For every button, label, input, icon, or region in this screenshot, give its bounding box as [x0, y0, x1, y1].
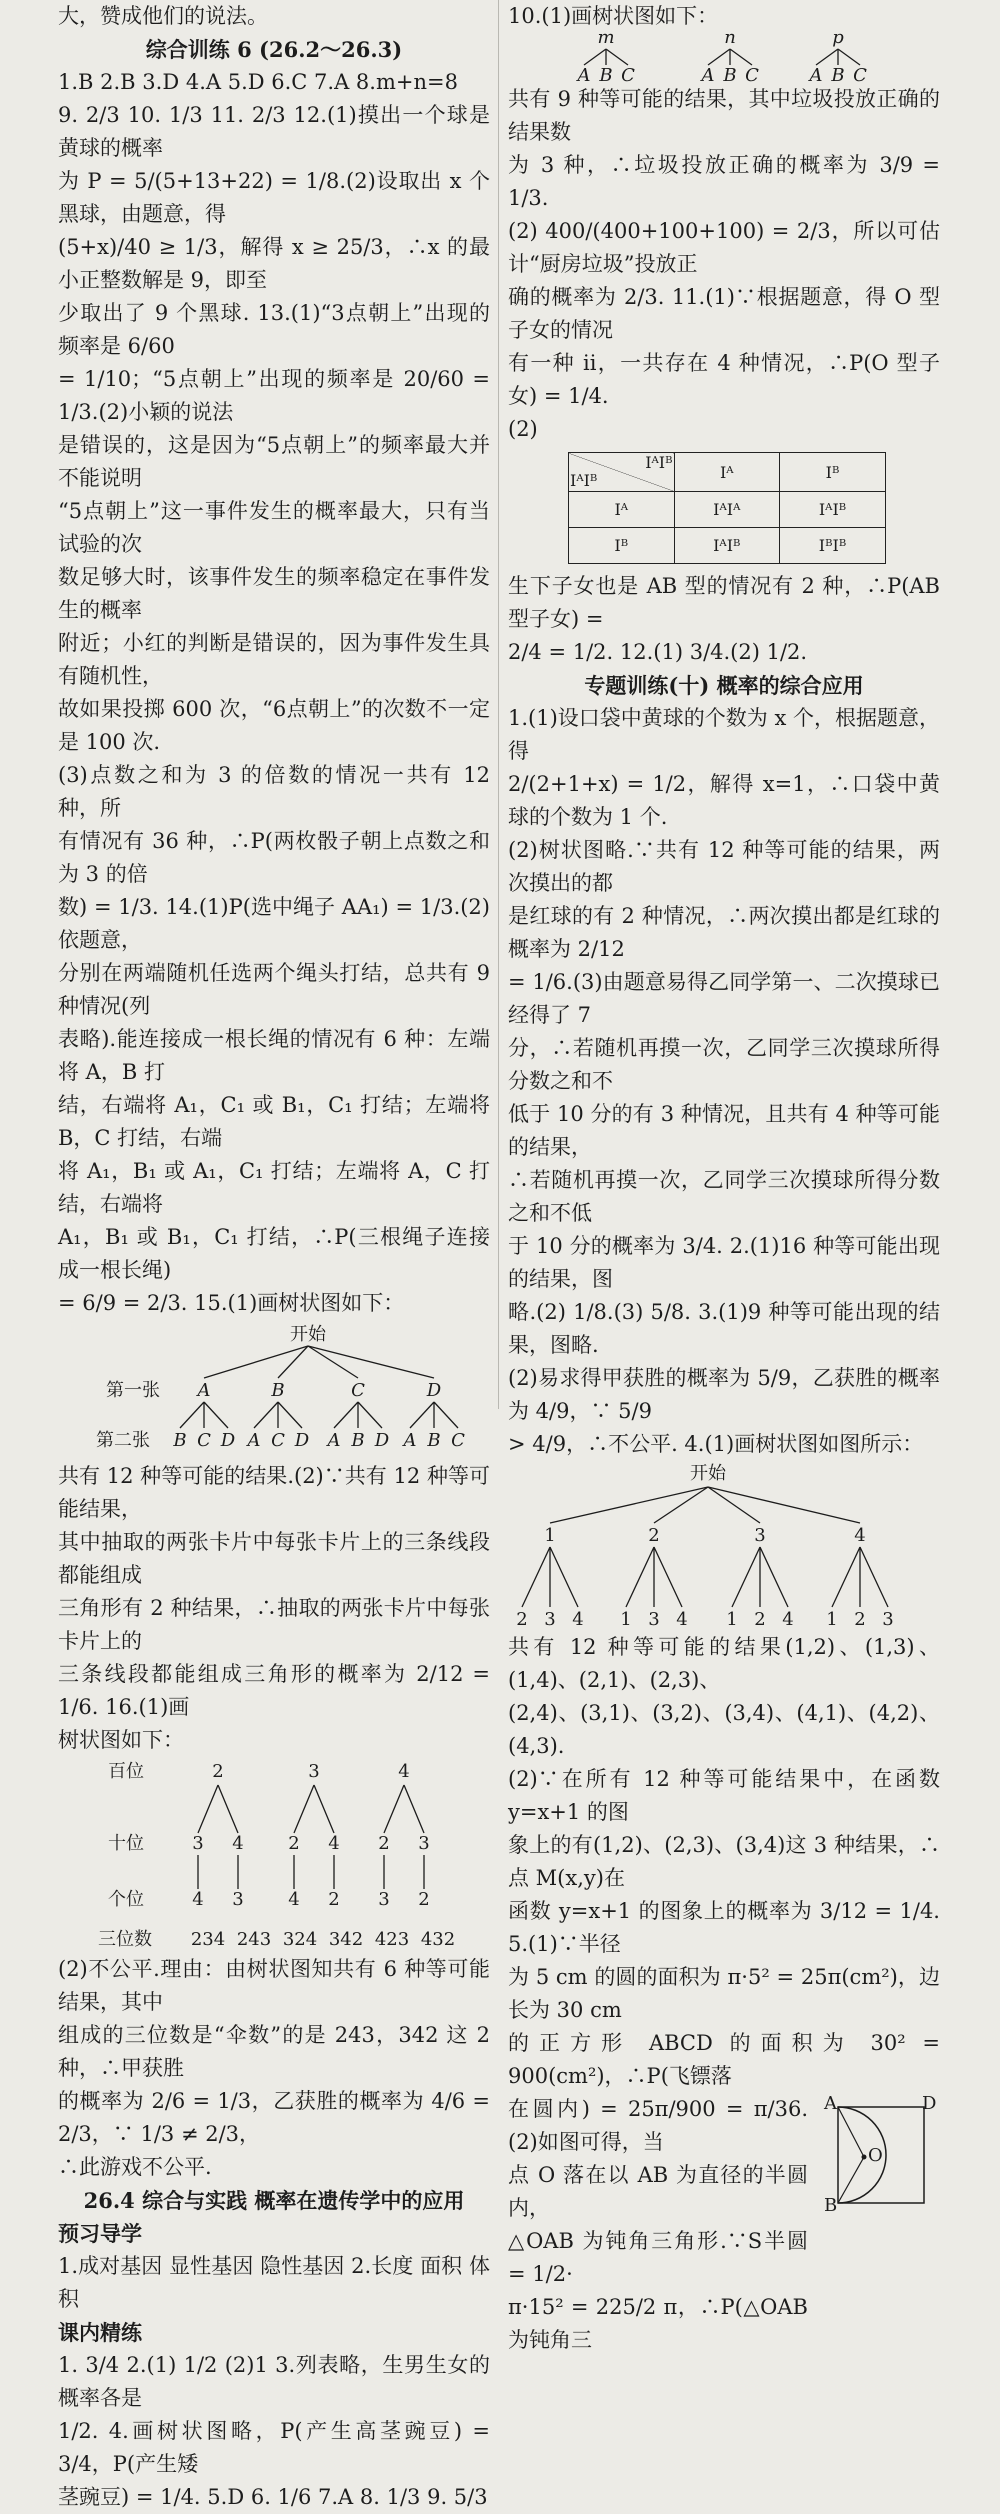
text-line: 10.(1)画树状图如下： — [508, 4, 719, 28]
tree-root: 开始 — [290, 1324, 326, 1345]
table-cell: IᴬIᴮ — [780, 492, 886, 528]
tree-edge — [860, 1547, 888, 1607]
tree-node: 4 — [232, 1833, 244, 1854]
tree-node: 2 — [212, 1761, 224, 1782]
text-line: 树状图如下： — [58, 1728, 184, 1752]
tree-leaf: 2 — [754, 1609, 766, 1630]
three-digit-number: 324 — [282, 1929, 318, 1950]
tree-root: 开始 — [690, 1463, 726, 1484]
text-line: 表略).能连接成一根长绳的情况有 6 种：左端将 A，B 打 — [58, 1027, 490, 1084]
text-line: (2) — [508, 417, 538, 441]
tree-leaf: 4 — [782, 1609, 794, 1630]
text-line: (3)点数之和为 3 的倍数的情况一共有 12 种，所 — [58, 763, 490, 820]
tree-leaf: D — [220, 1430, 236, 1451]
answer-block-3 — [58, 1953, 490, 2184]
text-line: 其中抽取的两张卡片中每张卡片上的三条线段都能组成 — [58, 1530, 490, 1587]
tree-edge — [606, 49, 628, 65]
tree-edge — [278, 1402, 302, 1428]
corner-top: IᴬIᴮ — [645, 453, 673, 472]
label-o: O — [868, 2145, 883, 2166]
text-line: 1/2. 4.画树状图略，P(产生高茎豌豆) = 3/4，P(产生矮 — [58, 2419, 490, 2476]
tree-root-node: m — [597, 27, 615, 48]
text-line: (2)树状图略.∵共有 12 种等可能的结果，两次摸出的都 — [508, 838, 940, 895]
tree-leaf: 2 — [854, 1609, 866, 1630]
tree-leaf: 3 — [378, 1889, 390, 1910]
right-column — [508, 0, 940, 2357]
text-line: π·15² = 225/2 π，∴P(△OAB 为钝角三 — [508, 2295, 808, 2352]
tree-node: 4 — [854, 1525, 866, 1546]
tree-leaf: 1 — [726, 1609, 738, 1630]
text-line: 确的概率为 2/3. 11.(1)∵根据题意，得 O 型子女的情况 — [508, 285, 940, 342]
tree-row-label: 个位 — [108, 1889, 144, 1910]
tree-leaf: B — [351, 1430, 365, 1451]
label-a: A — [824, 2093, 837, 2114]
tree-edge — [732, 1547, 760, 1607]
tree-node: 4 — [328, 1833, 340, 1854]
tree-edge — [410, 1402, 434, 1428]
tree-leaf: B — [427, 1430, 441, 1451]
table-row — [569, 492, 886, 528]
tree-edge — [198, 1785, 218, 1833]
text-line: (5+x)/40 ≥ 1/3，解得 x ≥ 25/3，∴x 的最小正整数解是 9，即至 — [58, 235, 490, 292]
tree-leaf: 3 — [648, 1609, 660, 1630]
text-line: (2,4)、(3,1)、(3,2)、(3,4)、(4,1)、(4,2)、(4,3). — [508, 1701, 940, 1758]
tree-leaf: C — [451, 1430, 465, 1451]
tree-leaf: C — [745, 65, 759, 86]
tree-edge — [522, 1547, 550, 1607]
text-line: 函数 y=x+1 的图象上的概率为 3/12 = 1/4. 5.(1)∵半径 — [508, 1899, 940, 1956]
tree-row-label: 百位 — [108, 1761, 144, 1782]
text-line: 在圆内) = 25π/900 = π/36.(2)如图可得，当 — [508, 2097, 808, 2154]
tree-edge — [654, 1487, 708, 1523]
tree-leaf: 4 — [192, 1889, 204, 1910]
answer-block-1 — [58, 66, 490, 1320]
text-line: 数足够大时，该事件发生的频率稳定在事件发生的概率 — [58, 565, 490, 622]
text-line: 茎豌豆) = 1/4. 5.D 6. 1/6 7.A 8. 1/3 9. 5/3 — [58, 2485, 488, 2509]
tree-leaf: C — [271, 1430, 285, 1451]
tree-node: 4 — [398, 1761, 410, 1782]
section-heading: 综合训练 6 (26.2～26.3) — [145, 37, 403, 62]
text-line: 略.(2) 1/8.(3) 5/8. 3.(1)9 种等可能出现的结果，图略. — [508, 1300, 940, 1357]
tree-leaf: 4 — [572, 1609, 584, 1630]
tree-edge — [708, 1487, 760, 1523]
text-line: 大，赞成他们的说法。 — [58, 4, 268, 28]
tree-leaf: C — [621, 65, 635, 86]
text-line: ∴若随机再摸一次，乙同学三次摸球所得分数之和不低 — [508, 1168, 940, 1225]
three-digit-number: 234 — [190, 1929, 226, 1950]
tree-node: 3 — [754, 1525, 766, 1546]
tree-node: 3 — [418, 1833, 430, 1854]
text-line: 是红球的有 2 种情况，∴两次摸出都是红球的概率为 2/12 — [508, 904, 940, 961]
text-line: 附近；小红的判断是错误的，因为事件发生具有随机性， — [58, 631, 490, 688]
tree-edge — [838, 49, 860, 65]
table-cell: IᴮIᴮ — [780, 528, 886, 564]
tree-node: 2 — [648, 1525, 660, 1546]
text-line: 分，∴若随机再摸一次，乙同学三次摸球所得分数之和不 — [508, 1036, 940, 1093]
text-line: 是错误的，这是因为“5点朝上”的频率最大并不能说明 — [58, 433, 490, 490]
text-line: 三角形有 2 种结果，∴抽取的两张卡片中每张卡片上的 — [58, 1596, 490, 1653]
section-heading: 26.4 综合与实践 概率在遗传学中的应用 — [83, 2188, 465, 2213]
tree-edge — [358, 1402, 382, 1428]
text-line: 有情况有 36 种，∴P(两枚骰子朝上点数之和为 3 的倍 — [58, 829, 490, 886]
table-header-cell: Iᴮ — [780, 453, 886, 492]
tree-edge — [308, 1346, 434, 1378]
three-digit-number: 342 — [328, 1929, 364, 1950]
text-line: 1.成对基因 显性基因 隐性基因 2.长度 面积 体积 — [58, 2254, 490, 2311]
tree-node: A — [197, 1380, 211, 1401]
tree-leaf: 1 — [620, 1609, 632, 1630]
text-line: △OAB 为钝角三角形.∵S半圆 = 1/2· — [508, 2229, 808, 2286]
tree-edge — [730, 49, 752, 65]
table-header-cell: Iᴬ — [674, 453, 780, 492]
text-line: 将 A₁，B₁ 或 A₁，C₁ 打结；左端将 A，C 打结，右端将 — [58, 1159, 490, 1216]
genotype-table — [568, 452, 886, 564]
tree-root-node: p — [832, 27, 844, 48]
tree-diagram-4 — [508, 1461, 940, 1631]
text-line: 的正方形 ABCD 的面积为 30² = 900(cm²)，∴P(飞镖落 — [508, 2031, 940, 2088]
tree-leaf: A — [809, 65, 823, 86]
tree-leaf: 4 — [288, 1889, 300, 1910]
tree-node: 3 — [308, 1761, 320, 1782]
tree-leaf: A — [327, 1430, 341, 1451]
text-line: = 6/9 = 2/3. 15.(1)画树状图如下： — [58, 1291, 405, 1315]
three-digit-number: 423 — [374, 1929, 410, 1950]
tree-edge — [294, 1785, 314, 1833]
text-line: = 1/6.(3)由题意易得乙同学第一、二次摸球已经得了 7 — [508, 970, 940, 1027]
tree-leaf: 2 — [418, 1889, 430, 1910]
tree-leaf: 1 — [826, 1609, 838, 1630]
tree-edge — [314, 1785, 334, 1833]
tree-node: B — [271, 1380, 285, 1401]
tree-node: 2 — [288, 1833, 300, 1854]
tree-edge — [204, 1402, 228, 1428]
table-cell: IᴬIᴮ — [674, 528, 780, 564]
text-line: ∴此游戏不公平. — [58, 2155, 212, 2179]
tree-leaf: B — [831, 65, 845, 86]
text-line: 1. 3/4 2.(1) 1/2 (2)1 3.列表略，生男生女的概率各是 — [58, 2353, 490, 2410]
table-cell: IᴬIᴬ — [674, 492, 780, 528]
tree-node: C — [351, 1380, 365, 1401]
text-line: 有一种 ii，一共存在 4 种情况，∴P(O 型子女) = 1/4. — [508, 351, 940, 408]
text-line: 为 P = 5/(5+13+22) = 1/8.(2)设取出 x 个黑球，由题意，得 — [58, 169, 490, 226]
answer-block-2 — [58, 1460, 490, 1757]
tree-leaf: D — [374, 1430, 390, 1451]
tree-leaf: A — [403, 1430, 417, 1451]
tree-edge — [218, 1785, 238, 1833]
tree-leaf: A — [247, 1430, 261, 1451]
text-line: 的概率为 2/6 = 1/3，乙获胜的概率为 4/6 = 2/3，∵ 1/3 ≠ 2/3， — [58, 2089, 490, 2146]
three-digit-number: 243 — [236, 1929, 272, 1950]
final-block — [508, 2093, 940, 2357]
text-line: 9. 2/3 10. 1/3 11. 2/3 12.(1)摸出一个球是黄球的概率 — [58, 103, 490, 160]
text-line: 为 5 cm 的圆的面积为 π·5² = 25π(cm²)，边长为 30 cm — [508, 1965, 940, 2022]
text-line: (2) 400/(400+100+100) = 2/3，所以可估计“厨房垃圾”投放正 — [508, 219, 940, 276]
tree-leaf: 2 — [516, 1609, 528, 1630]
tree-row-label: 第一张 — [106, 1380, 160, 1401]
text-line: 组成的三位数是“伞数”的是 243，342 这 2 种，∴甲获胜 — [58, 2023, 490, 2080]
text-line: 结，右端将 A₁，C₁ 或 B₁，C₁ 打结；左端将 B，C 打结，右端 — [58, 1093, 490, 1150]
tree-node: 3 — [192, 1833, 204, 1854]
tree-leaf: 2 — [328, 1889, 340, 1910]
tree-node: D — [426, 1380, 442, 1401]
text-line: A₁，B₁ 或 B₁，C₁ 打结，∴P(三根绳子连接成一根长绳) — [58, 1225, 490, 1282]
text-line: (2)不公平.理由：由树状图知共有 6 种等可能结果，其中 — [58, 1957, 490, 2014]
tree-leaf: 3 — [882, 1609, 894, 1630]
tree-edge — [832, 1547, 860, 1607]
segment-ob — [838, 2157, 864, 2203]
text-line: = 1/10；“5点朝上”出现的频率是 20/60 = 1/3.(2)小颖的说法 — [58, 367, 490, 424]
tree-node: 2 — [378, 1833, 390, 1854]
subheading: 课内精练 — [58, 2320, 142, 2345]
text-line: 共有 12 种等可能的结果(1,2)、(1,3)、(1,4)、(2,1)、(2,3)、 — [508, 1635, 940, 1692]
text-line: 低于 10 分的有 3 种情况，且共有 4 种等可能的结果， — [508, 1102, 940, 1159]
tree-diagram-10 — [508, 27, 940, 86]
text-line: 为 3 种，∴垃圾投放正确的概率为 3/9 = 1/3. — [508, 153, 940, 210]
tree-leaf: C — [853, 65, 867, 86]
text-line: 故如果投掷 600 次，“6点朝上”的次数不一定是 100 次. — [58, 697, 490, 754]
tree-edge — [308, 1346, 358, 1378]
tree-leaf: 3 — [544, 1609, 556, 1630]
tree-edge — [334, 1402, 358, 1428]
text-line: 象上的有(1,2)、(2,3)、(3,4)这 3 种结果，∴点 M(x,y)在 — [508, 1833, 940, 1890]
text-line: 2/(2+1+x) = 1/2，解得 x=1，∴口袋中黄球的个数为 1 个. — [508, 772, 940, 829]
tree-edge — [254, 1402, 278, 1428]
table-row — [569, 528, 886, 564]
text-line: 点 O 落在以 AB 为直径的半圆内， — [508, 2163, 808, 2220]
tree-edge — [404, 1785, 424, 1833]
column-divider — [498, 0, 499, 1409]
table-corner-cell — [569, 453, 675, 492]
tree-leaf: B — [723, 65, 737, 86]
tree-leaf: D — [294, 1430, 310, 1451]
tree-edge — [626, 1547, 654, 1607]
text-line: “5点朝上”这一事件发生的概率最大，只有当试验的次 — [58, 499, 490, 556]
text-line: 共有 12 种等可能的结果.(2)∵共有 12 种等可能结果， — [58, 1464, 490, 1521]
text-line: 1.(1)设口袋中黄球的个数为 x 个，根据题意，得 — [508, 706, 940, 763]
three-digit-number: 432 — [420, 1929, 456, 1950]
square-semicircle-figure — [824, 2093, 937, 2216]
tree-leaf: B — [173, 1430, 187, 1451]
tree-edge — [708, 49, 730, 65]
section-heading: 专题训练(十) 概率的综合应用 — [584, 673, 864, 698]
text-line: (2)易求得甲获胜的概率为 5/9，乙获胜的概率为 4/9，∵ 5/9 — [508, 1366, 940, 1423]
text-line: 三条线段都能组成三角形的概率为 2/12 = 1/6. 16.(1)画 — [58, 1662, 490, 1719]
label-b: B — [824, 2195, 838, 2216]
text-line: (2)∵在所有 12 种等可能结果中，在函数 y=x+1 的图 — [508, 1767, 940, 1824]
tree-diagram-16 — [58, 1757, 490, 1953]
tree-edge — [180, 1402, 204, 1428]
segment-oa — [838, 2107, 864, 2157]
tree-leaf: 3 — [232, 1889, 244, 1910]
table-cell: Iᴮ — [569, 528, 675, 564]
label-d: D — [922, 2093, 937, 2114]
tree-edge — [708, 1487, 860, 1523]
tree-edge — [584, 49, 606, 65]
tree-leaf: A — [701, 65, 715, 86]
tree-edge — [384, 1785, 404, 1833]
tree-leaf: A — [577, 65, 591, 86]
tree-edge — [550, 1487, 708, 1523]
text-line: 数) = 1/3. 14.(1)P(选中绳子 AA₁) = 1/3.(2)依题意， — [58, 895, 490, 952]
tree-node: 1 — [544, 1525, 556, 1546]
tree-leaf: C — [197, 1430, 211, 1451]
tree-diagram-15 — [58, 1320, 490, 1460]
text-line: 生下子女也是 AB 型的情况有 2 种，∴P(AB 型子女) = — [508, 574, 940, 631]
tree-edge — [760, 1547, 788, 1607]
tree-root-node: n — [724, 27, 736, 48]
tree-row-label: 第二张 — [96, 1430, 150, 1451]
text-line: 1.B 2.B 3.D 4.A 5.D 6.C 7.A 8.m+n=8 — [58, 70, 458, 94]
text-line: 于 10 分的概率为 3/4. 2.(1)16 种等可能出现的结果，图 — [508, 1234, 940, 1291]
table-cell: Iᴬ — [569, 492, 675, 528]
text-line: > 4/9，∴不公平. 4.(1)画树状图如图所示： — [508, 1432, 924, 1456]
text-line: 2/4 = 1/2. 12.(1) 3/4.(2) 1/2. — [508, 640, 808, 664]
tree-edge — [550, 1547, 578, 1607]
tree-leaf: 4 — [676, 1609, 688, 1630]
tree-leaf: B — [599, 65, 613, 86]
text-line: 分别在两端随机任选两个绳头打结，总共有 9 种情况(列 — [58, 961, 490, 1018]
tree-row-label: 三位数 — [98, 1929, 152, 1950]
corner-left: IᴬIᴮ — [570, 471, 598, 490]
left-column — [58, 0, 490, 2514]
tree-edge — [816, 49, 838, 65]
tree-row-label: 十位 — [108, 1833, 144, 1854]
text-line: 共有 9 种等可能的结果，其中垃圾投放正确的结果数 — [508, 87, 940, 144]
tree-edge — [434, 1402, 458, 1428]
text-line: 少取出了 9 个黑球. 13.(1)“3点朝上”出现的频率是 6/60 — [58, 301, 490, 358]
tree-edge — [654, 1547, 682, 1607]
subheading: 预习导学 — [58, 2221, 142, 2246]
